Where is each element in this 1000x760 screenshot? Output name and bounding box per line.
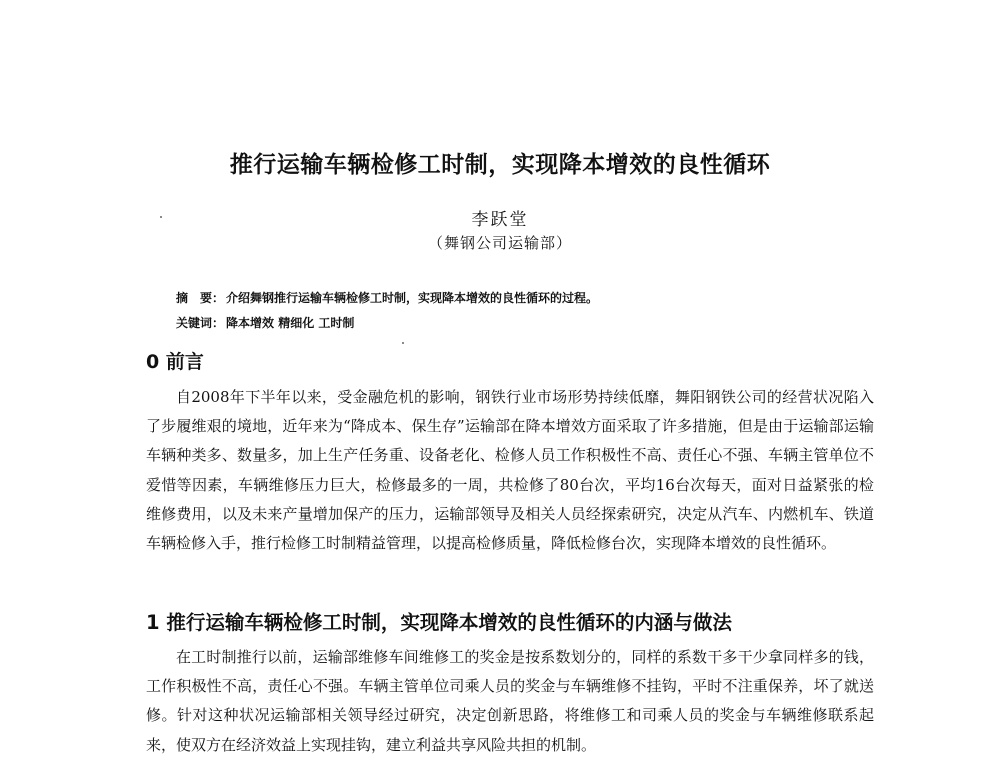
keywords	[176, 314, 354, 331]
scan-speck	[402, 342, 404, 344]
abstract-text: 介绍舞钢推行运输车辆检修工时制，实现降本增效的良性循环的过程。	[226, 291, 599, 305]
author-name: 李跃堂	[471, 210, 529, 230]
abstract	[176, 289, 598, 306]
paper-title: 推行运输车辆检修工时制，实现降本增效的良性循环	[229, 152, 771, 178]
keywords-text: 降本增效 精细化 工时制	[226, 316, 355, 330]
section-heading-1: 1 推行运输车辆检修工时制，实现降本增效的良性循环的内涵与做法	[146, 611, 732, 634]
author-affiliation: （舞钢公司运输部）	[427, 234, 572, 252]
section-paragraph-preface: 自2008年下半年以来，受金融危机的影响，钢铁行业市场形势持续低靡，舞阳钢铁公司的经营状况陷入了步履维艰的境地，近年来为“降成本、保生存”运输部在降本增效方面采取了许多措施，但是由于运输部运输车辆种类多、数量多，加上生产任务重、设备老化、检修人员工作积极性不高、责任心不强、车辆主管单位不爱惜等因素，车辆维修压力巨大，检修最多的一周，共检修了80台次，平均16台次每天，面对日益紧张的检维修费用，以及未来产量增加保产的压力，运输部领导及相关人员经探索研究，决定从汽车、内燃机车、铁道车辆检修入手，推行检修工时制精益管理，以提高检修质量，降低检修台次，实现降本增效的良性循环。	[146, 388, 874, 553]
section-heading-preface: 0 前言	[146, 351, 204, 373]
section-paragraph-1: 在工时制推行以前，运输部维修车间维修工的奖金是按系数划分的，同样的系数干多干少拿同样多的钱，工作积极性不高，责任心不强。车辆主管单位司乘人员的奖金与车辆维修不挂钩，平时不注重保养，坏了就送修。针对这种状况运输部相关领导经过研究，决定创新思路，将维修工和司乘人员的奖金与车辆维修联系起来，使双方在经济效益上实现挂钩，建立利益共享风险共担的机制。	[146, 648, 874, 754]
abstract-label: 摘 要：	[176, 291, 225, 305]
scan-speck	[160, 216, 162, 218]
keywords-label: 关键词：	[176, 316, 225, 330]
